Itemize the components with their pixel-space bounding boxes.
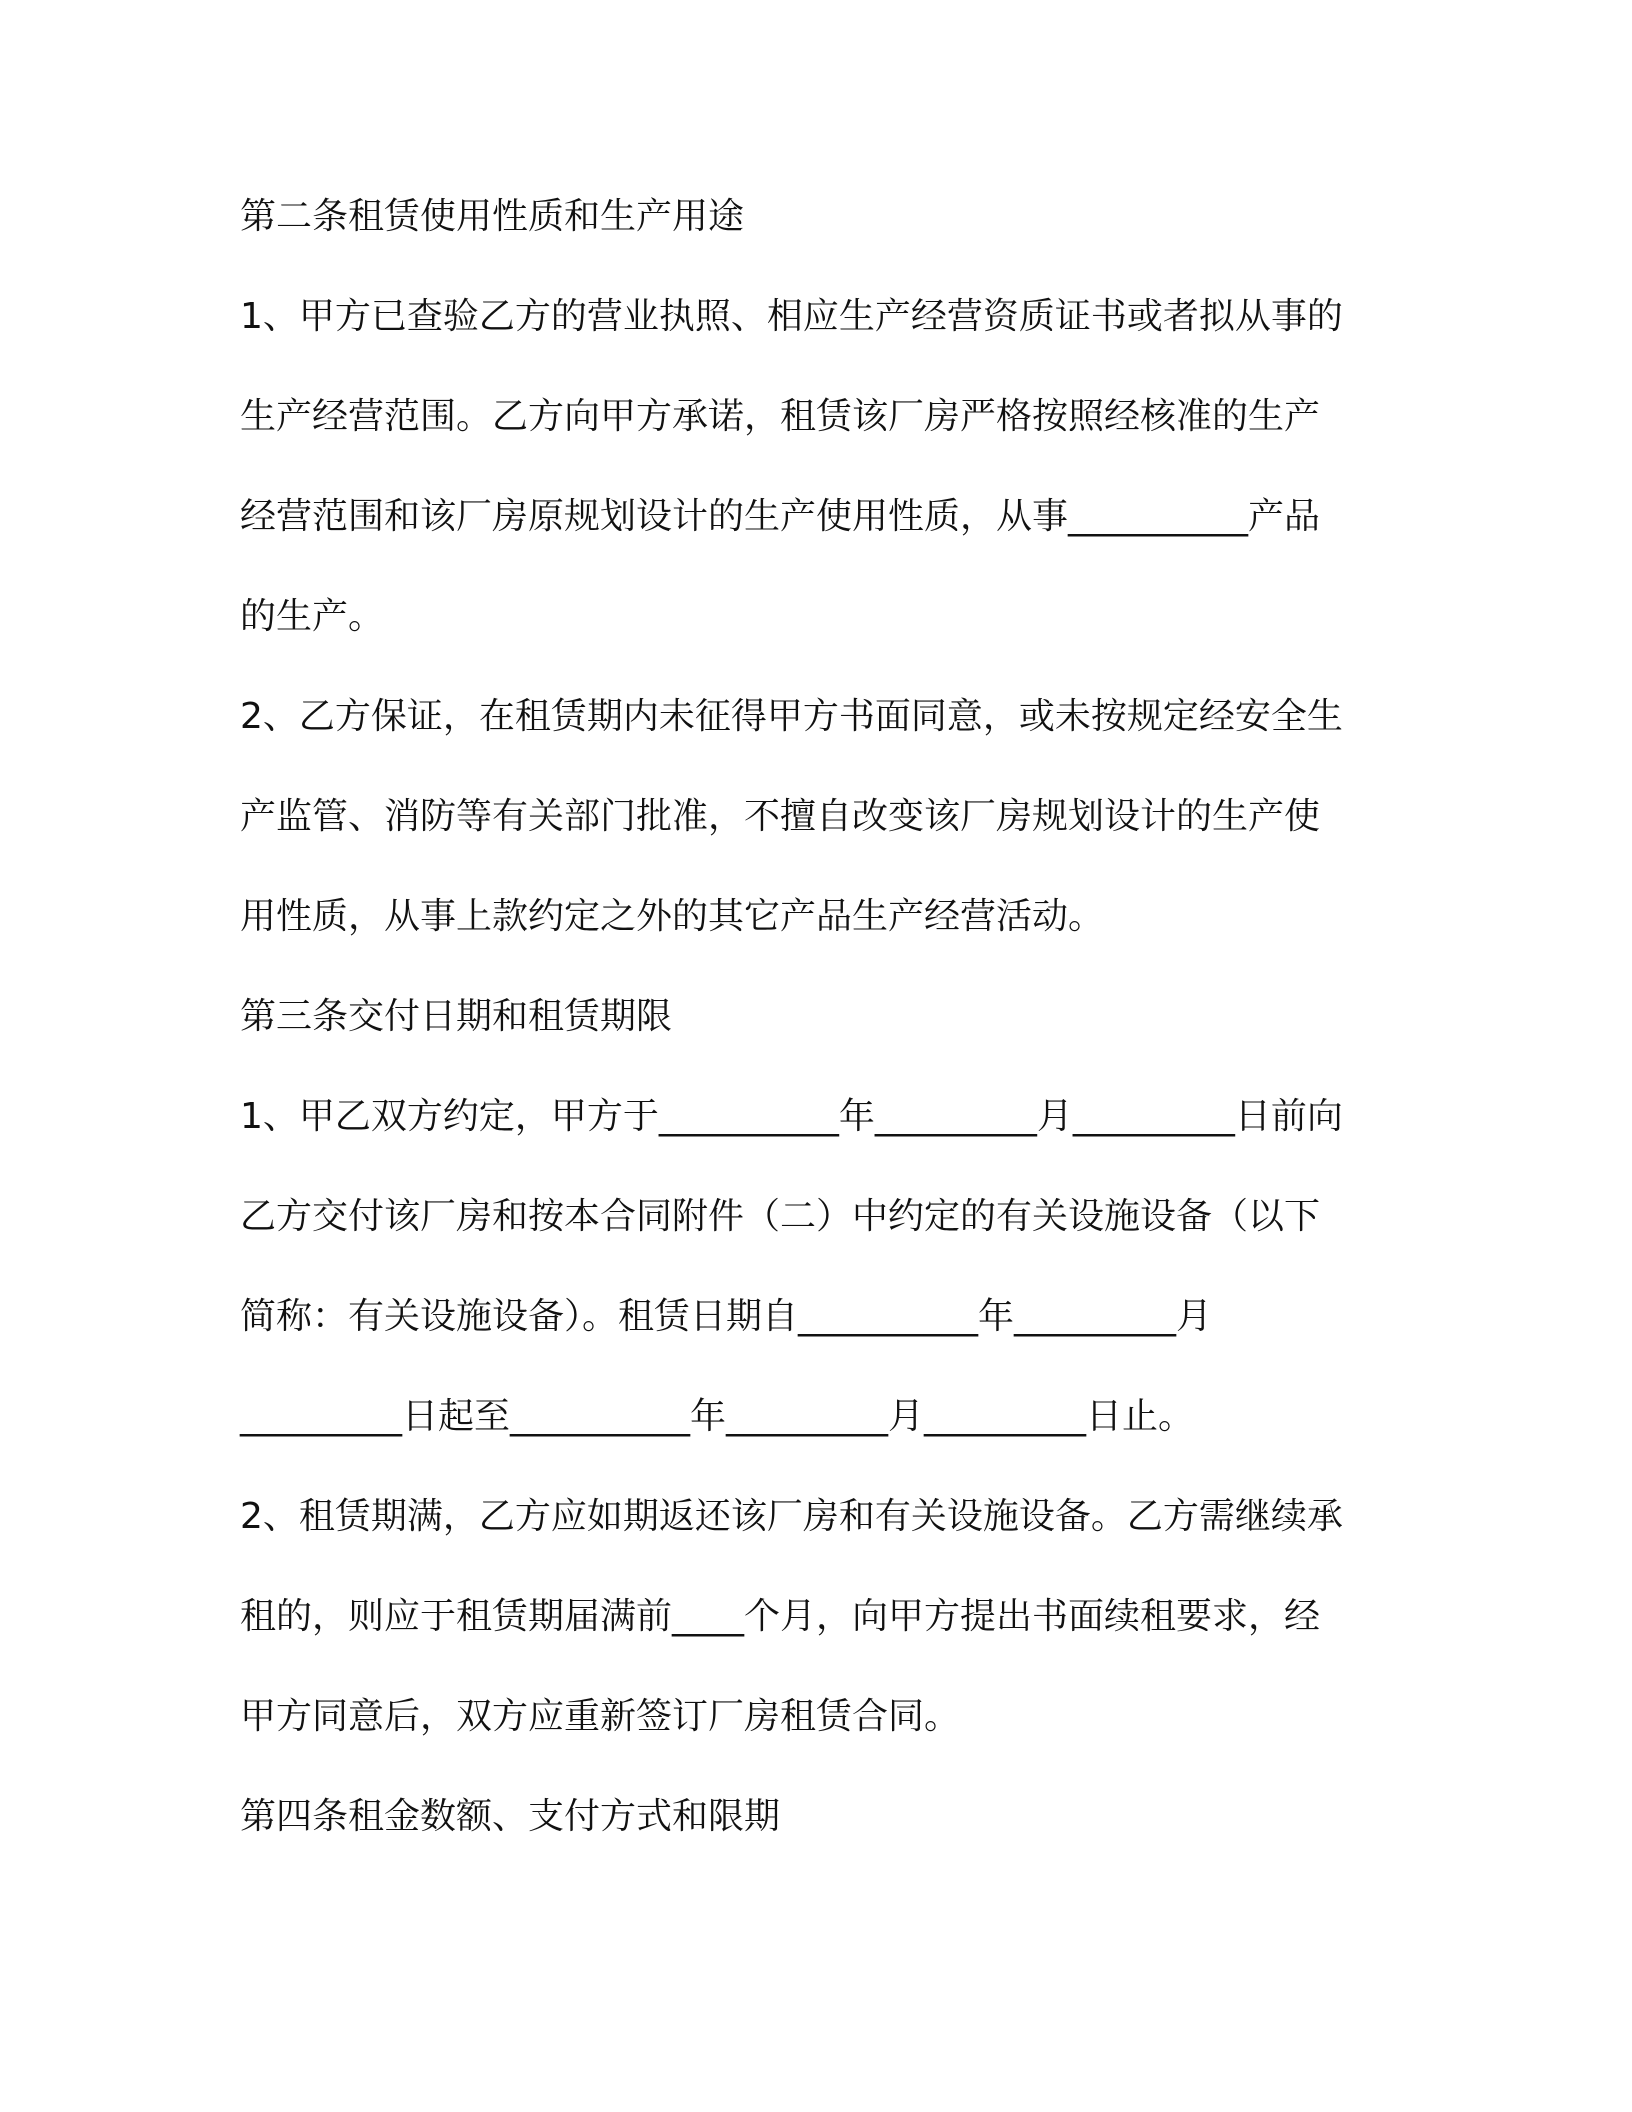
- paragraph-line: 用性质，从事上款约定之外的其它产品生产经营活动。: [240, 896, 1105, 937]
- paragraph-line: 2、租赁期满，乙方应如期返还该厂房和有关设施设备。乙方需继续承: [240, 1496, 1343, 1537]
- paragraph-line: 经营范围和该厂房原规划设计的生产使用性质，从事__________产品: [240, 496, 1321, 537]
- paragraph-line: 乙方交付该厂房和按本合同附件（二）中约定的有关设施设备（以下: [240, 1196, 1321, 1237]
- paragraph-line: 产监管、消防等有关部门批准，不擅自改变该厂房规划设计的生产使: [240, 796, 1321, 837]
- paragraph-line: 租的，则应于租赁期届满前____个月，向甲方提出书面续租要求，经: [240, 1596, 1321, 1637]
- paragraph-line: 的生产。: [240, 596, 385, 637]
- paragraph-line: _________日起至__________年_________月_________日止。: [240, 1396, 1195, 1437]
- paragraph-line: 2、乙方保证，在租赁期内未征得甲方书面同意，或未按规定经安全生: [240, 696, 1343, 737]
- section-heading-article-4: 第四条租金数额、支付方式和限期: [240, 1796, 781, 1837]
- section-heading-article-2: 第二条租赁使用性质和生产用途: [240, 196, 745, 237]
- paragraph-line: 甲方同意后，双方应重新签订厂房租赁合同。: [240, 1696, 961, 1737]
- paragraph-line: 1、甲方已查验乙方的营业执照、相应生产经营资质证书或者拟从事的: [240, 296, 1343, 337]
- paragraph-line: 简称：有关设施设备）。租赁日期自__________年_________月: [240, 1296, 1213, 1337]
- paragraph-line: 1、甲乙双方约定，甲方于__________年_________月_________日前向: [240, 1096, 1343, 1137]
- paragraph-line: 生产经营范围。乙方向甲方承诺，租赁该厂房严格按照经核准的生产: [240, 396, 1321, 437]
- section-heading-article-3: 第三条交付日期和租赁期限: [240, 996, 673, 1037]
